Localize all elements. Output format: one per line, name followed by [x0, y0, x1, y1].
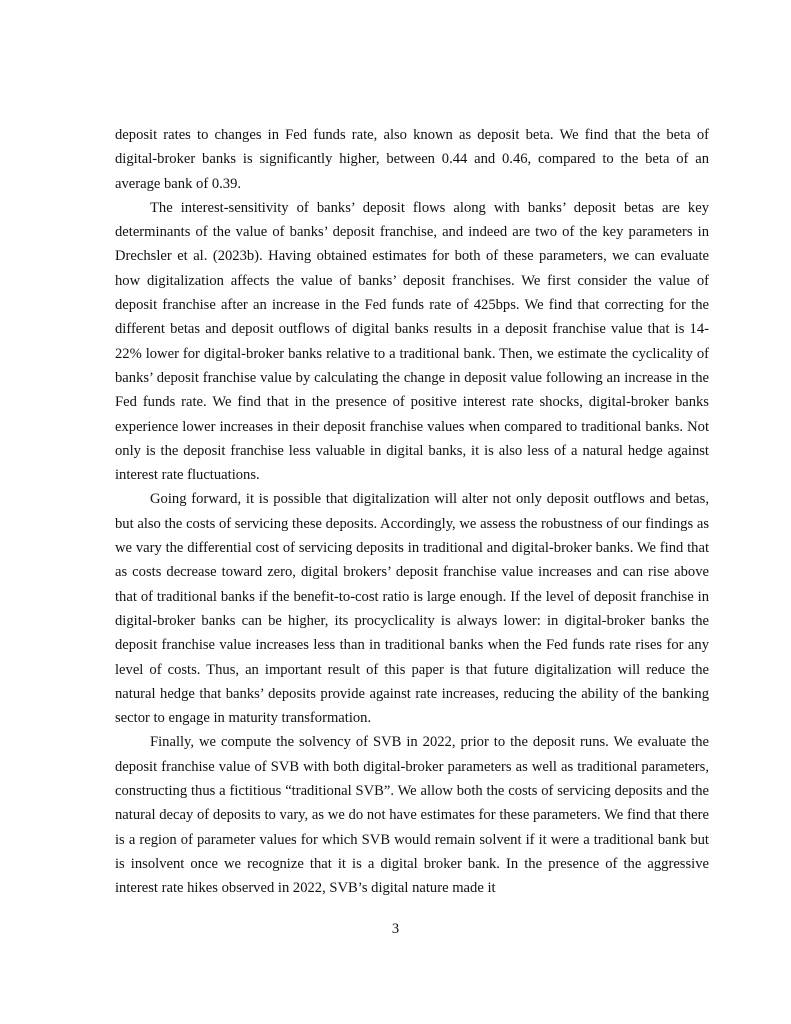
paragraph-continuation: deposit rates to changes in Fed funds rate, also known as deposit beta. We find that the beta of digital-broker banks is significantly higher, between 0.44 and 0.46, compared to the beta of an average bank of 0.39. — [115, 127, 709, 192]
page-number: 3 — [391, 921, 400, 937]
paragraph-svb-solvency: Finally, we compute the solvency of SVB in 2022, prior to the deposit runs. We evaluate the deposit franchise value of SVB with both digital-broker parameters as well as traditional parameters, constructing thus a fictitious “traditional SVB”. We allow both the costs of servicing deposits and the natural decay of deposits to vary, as we do not have estimates for these parameters. We find that there is a region of parameter values for which SVB would remain solvent if it were a traditional bank but is insolvent once we recognize that it is a digital broker bank. In the presence of the aggressive interest rate hikes observed in 2022, SVB’s digital nature made it — [115, 734, 709, 897]
paragraph-deposit-franchise: The interest-sensitivity of banks’ deposit flows along with banks’ deposit betas are key determinants of the value of banks’ deposit franchise, and indeed are two of the key parameters in Drechsler et al. (2023b). Having obtained estimates for both of these parameters, we can evaluate how digitalization affects the value of banks’ deposit franchises. We first consider the value of deposit franchise after an increase in the Fed funds rate of 425bps. We find that correcting for the different betas and deposit outflows of digital banks results in a deposit franchise value that is 14-22% lower for digital-broker banks relative to a traditional bank. Then, we estimate the cyclicality of banks’ deposit franchise value by calculating the change in deposit value following an increase in the Fed funds rate. We find that in the presence of positive interest rate shocks, digital-broker banks experience lower increases in their deposit franchise values when compared to traditional banks. Not only is the deposit franchise less valuable in digital banks, it is also less of a natural hedge against interest rate fluctuations. — [115, 199, 709, 484]
page-body — [115, 123, 709, 901]
paragraph-servicing-costs: Going forward, it is possible that digitalization will alter not only deposit outflows and betas, but also the costs of servicing these deposits. Accordingly, we assess the robustness of our findings as we vary the differential cost of servicing deposits in traditional and digital-broker banks. We find that as costs decrease toward zero, digital brokers’ deposit franchise value increases and can rise above that of traditional banks if the benefit-to-cost ratio is large enough. If the level of deposit franchise in digital-broker banks can be higher, its procyclicality is always lower: in digital-broker banks the deposit franchise value increases less than in traditional banks when the Fed funds rate rises for any level of costs. Thus, an important result of this paper is that future digitalization will reduce the natural hedge that banks’ deposits provide against rate increases, reducing the ability of the banking sector to engage in maturity transformation. — [115, 491, 709, 727]
